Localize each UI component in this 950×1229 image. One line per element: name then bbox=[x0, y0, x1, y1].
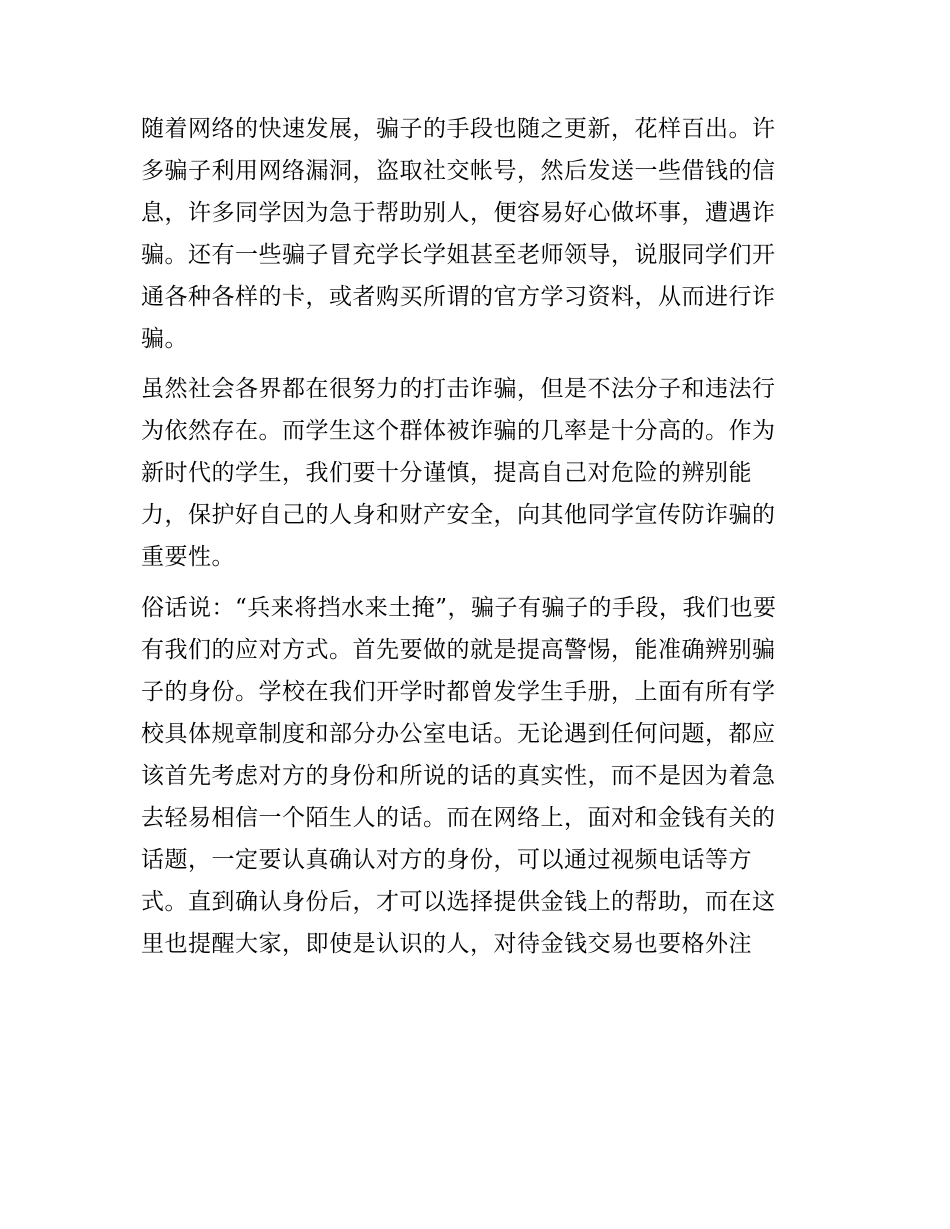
paragraph-spacer bbox=[141, 578, 813, 586]
text-line: 校具体规章制度和部分办公室电话。无论遇到任何问题，都应 bbox=[141, 720, 776, 747]
document-body bbox=[141, 108, 813, 1007]
text-line: 随着网络的快速发展，骗子的手段也随之更新，花样百出。许 bbox=[141, 116, 776, 142]
text-line: 俗话说：“兵来将挡水来土掩”，骗子有骗子的手段，我们也要 bbox=[141, 594, 777, 621]
text-line: 里也提醒大家，即使是认识的人，对待金钱交易也要格外注 bbox=[141, 930, 752, 957]
text-line: 式。直到确认身份后，才可以选择提供金钱上的帮助，而在这 bbox=[141, 888, 776, 915]
paragraph-spacer bbox=[141, 360, 813, 368]
text-line: 骗。 bbox=[141, 326, 188, 352]
text-line: 虽然社会各界都在很努力的打击诈骗，但是不法分子和违法行 bbox=[141, 376, 776, 403]
paragraph-2 bbox=[141, 368, 813, 578]
text-line: 骗。还有一些骗子冒充学长学姐甚至老师领导，说服同学们开 bbox=[141, 242, 776, 268]
text-line: 力，保护好自己的人身和财产安全，向其他同学宣传防诈骗的 bbox=[141, 502, 776, 529]
text-line: 通各种各样的卡，或者购买所谓的官方学习资料，从而进行诈 bbox=[141, 284, 776, 310]
text-line: 子的身份。学校在我们开学时都曾发学生手册，上面有所有学 bbox=[141, 678, 776, 705]
text-line: 话题，一定要认真确认对方的身份，可以通过视频电话等方 bbox=[141, 846, 752, 873]
text-line: 多骗子利用网络漏洞，盗取社交帐号，然后发送一些借钱的信 bbox=[141, 158, 776, 184]
text-line: 该首先考虑对方的身份和所说的话的真实性，而不是因为着急 bbox=[141, 762, 776, 789]
text-line: 去轻易相信一个陌生人的话。而在网络上，面对和金钱有关的 bbox=[141, 804, 776, 831]
text-line: 息，许多同学因为急于帮助别人，便容易好心做坏事，遭遇诈 bbox=[141, 200, 776, 226]
text-line: 为依然存在。而学生这个群体被诈骗的几率是十分高的。作为 bbox=[141, 418, 776, 445]
text-line bbox=[141, 965, 813, 1007]
text-line: 有我们的应对方式。首先要做的就是提高警惕，能准确辨别骗 bbox=[141, 636, 776, 663]
text-line: 重要性。 bbox=[141, 544, 235, 571]
paragraph-3 bbox=[141, 587, 813, 1007]
paragraph-1 bbox=[141, 108, 813, 360]
text-line: 新时代的学生，我们要十分谨慎，提高自己对危险的辨别能 bbox=[141, 460, 752, 487]
